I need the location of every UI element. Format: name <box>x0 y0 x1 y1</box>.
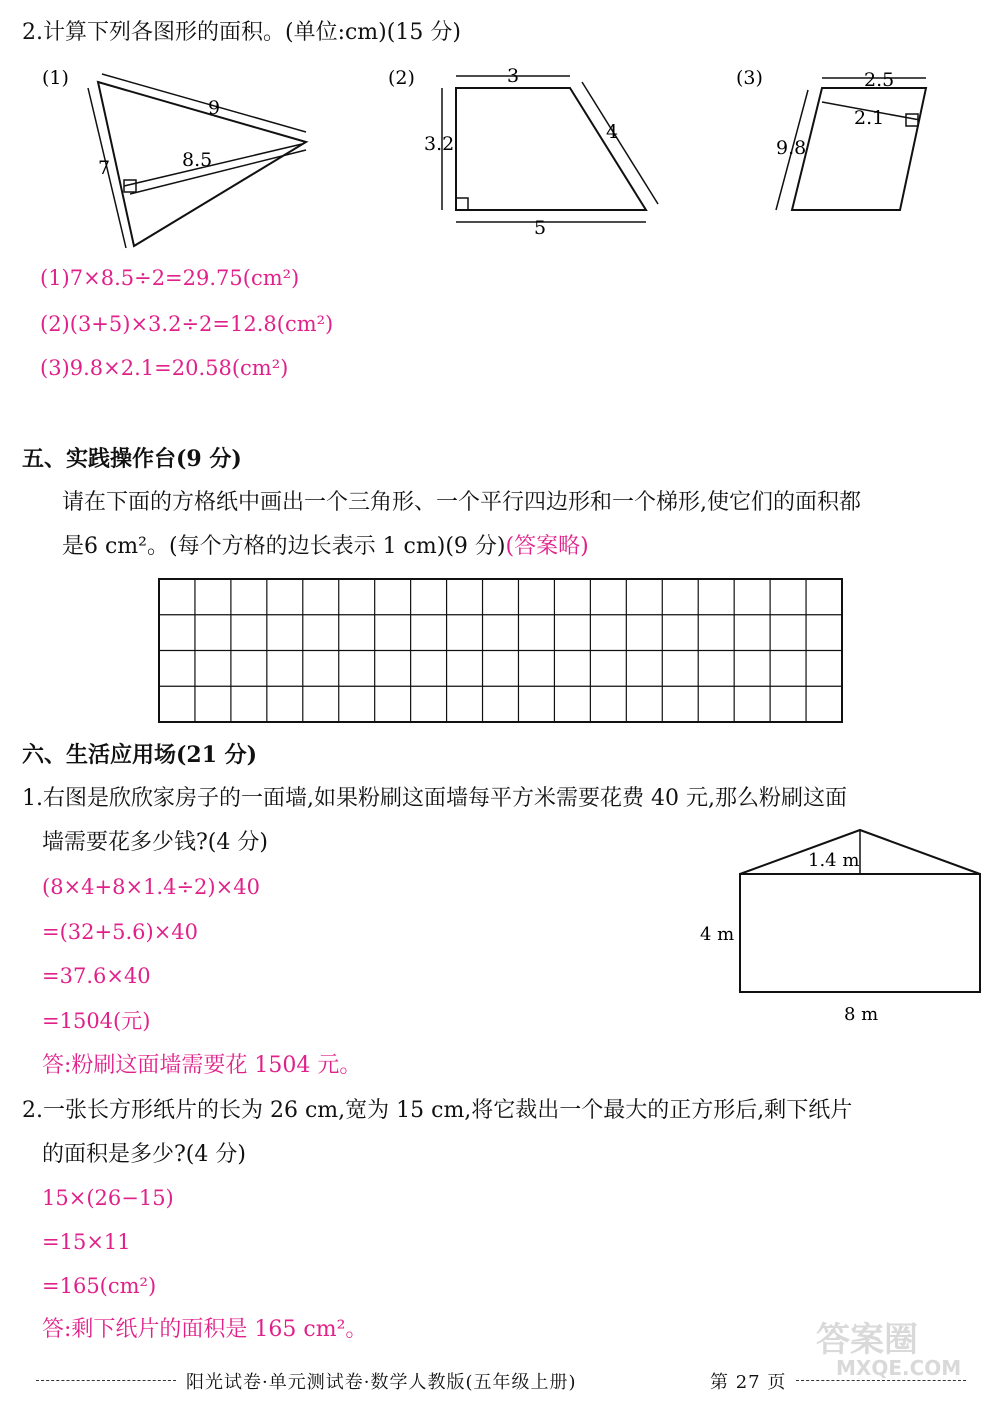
page-number: 第 27 页 <box>710 1372 787 1393</box>
roof-height-label: 1.4 m <box>808 850 860 871</box>
answer-sentence: 答:剩下纸片的面积是 165 cm²。 <box>42 1317 368 1342</box>
figure-3-side: 9.8 <box>776 137 807 159</box>
question-6-1-line2: 墙需要花多少钱?(4 分) <box>42 830 268 855</box>
figure-3-parallelogram <box>730 58 950 228</box>
figure-3-top: 2.5 <box>864 69 895 91</box>
figure-3-number: (3) <box>736 67 763 89</box>
work-line: =1504(元) <box>42 1009 151 1033</box>
answer-line: (3)9.8×2.1=20.58(cm²) <box>40 356 289 380</box>
section-5-answer-omitted: (答案略) <box>505 534 589 559</box>
footer-divider-left <box>36 1380 176 1381</box>
figure-2-top: 3 <box>507 65 520 87</box>
figure-2-slant: 4 <box>606 121 619 143</box>
figure-1-number: (1) <box>42 67 69 89</box>
figure-1-triangle <box>30 58 330 258</box>
answer-sentence: 答:粉刷这面墙需要花 1504 元。 <box>42 1053 362 1078</box>
figure-1-side-b: 7 <box>98 157 111 179</box>
section-6-title: 六、生活应用场(21 分) <box>22 742 258 768</box>
figure-2-trapezoid <box>380 58 670 238</box>
wall-width-label: 8 m <box>844 1004 879 1025</box>
figure-2-bottom: 5 <box>534 217 547 238</box>
figure-2-number: (2) <box>388 67 415 89</box>
figure-2-height: 3.2 <box>424 133 455 155</box>
section-5-title: 五、实践操作台(9 分) <box>22 446 242 472</box>
grid-paper <box>158 578 844 724</box>
question-6-2-line2: 的面积是多少?(4 分) <box>42 1142 246 1167</box>
answer-line: (2)(3+5)×3.2÷2=12.8(cm²) <box>40 312 334 336</box>
section-5-instruction-line1: 请在下面的方格纸中画出一个三角形、一个平行四边形和一个梯形,使它们的面积都 <box>62 490 861 515</box>
footer-title: 阳光试卷·单元测试卷·数学人教版(五年级上册) <box>186 1372 577 1393</box>
figure-3-height: 2.1 <box>854 107 885 129</box>
figure-1-side-a: 9 <box>208 97 221 119</box>
footer-divider-right <box>796 1380 966 1381</box>
answer-line: (1)7×8.5÷2=29.75(cm²) <box>40 266 300 290</box>
work-line: (8×4+8×1.4÷2)×40 <box>42 875 260 899</box>
question-6-1-line1: 1.右图是欣欣家房子的一面墙,如果粉刷这面墙每平方米需要花费 40 元,那么粉刷这面 <box>22 786 847 811</box>
section-5-instruction-line2 <box>62 532 589 562</box>
section-5-instruction-text: 是6 cm²。(每个方格的边长表示 1 cm)(9 分) <box>62 534 506 559</box>
figure-1-height: 8.5 <box>182 149 213 171</box>
watermark-logo: 答案圈 <box>816 1320 918 1360</box>
work-line: =37.6×40 <box>42 964 151 988</box>
work-line: =165(cm²) <box>42 1274 157 1298</box>
question-6-2-line1: 2.一张长方形纸片的长为 26 cm,宽为 15 cm,将它裁出一个最大的正方形后,剩下纸片 <box>22 1098 853 1123</box>
house-wall-figure <box>690 824 990 1030</box>
wall-height-label: 4 m <box>700 924 735 945</box>
watermark-site: MXQE.COM <box>836 1356 962 1380</box>
work-line: =(32+5.6)×40 <box>42 920 199 944</box>
question-2-title: 2.计算下列各图形的面积。(单位:cm)(15 分) <box>22 20 461 45</box>
work-line: 15×(26−15) <box>42 1186 174 1210</box>
work-line: =15×11 <box>42 1230 131 1254</box>
